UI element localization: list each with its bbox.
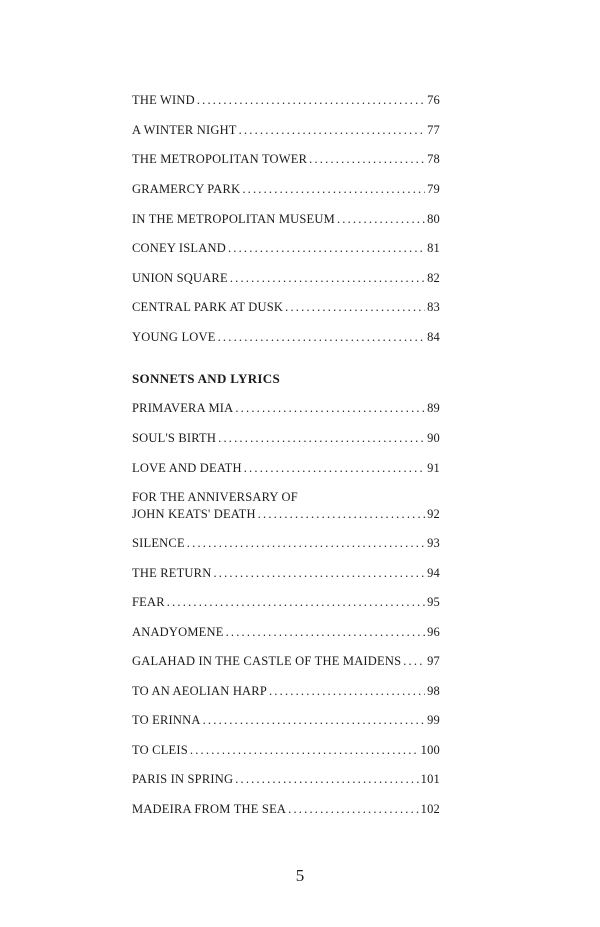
toc-entry-title: YOUNG LOVE <box>132 330 216 344</box>
toc-entry[interactable] <box>132 240 440 257</box>
dot-leader <box>235 400 425 417</box>
toc-entry-title: TO AN AEOLIAN HARP <box>132 684 267 698</box>
dot-leader <box>226 624 426 641</box>
toc-entry[interactable] <box>132 151 440 168</box>
toc-entry[interactable] <box>132 624 440 641</box>
toc-entry-page: 76 <box>427 93 440 107</box>
toc-entry-page: 81 <box>427 241 440 255</box>
toc-entry-page: 82 <box>427 271 440 285</box>
toc-entry-title: GALAHAD IN THE CASTLE OF THE MAIDENS <box>132 654 402 668</box>
toc-entry-title: CENTRAL PARK AT DUSK <box>132 300 284 314</box>
toc-entry-title: SILENCE <box>132 536 185 550</box>
toc-entry[interactable] <box>132 712 440 729</box>
toc-entry-page: 84 <box>427 330 440 344</box>
toc-entry-page: 78 <box>427 152 440 166</box>
toc-entry[interactable] <box>132 801 440 818</box>
toc-entry[interactable] <box>132 460 440 477</box>
toc-entry-page: 90 <box>427 431 440 445</box>
toc-entry-title: GRAMERCY PARK <box>132 182 241 196</box>
dot-leader <box>244 460 425 477</box>
dot-leader <box>285 299 425 316</box>
dot-leader <box>203 712 426 729</box>
toc-entry[interactable] <box>132 181 440 198</box>
toc-entry[interactable] <box>132 430 440 447</box>
toc-entry-title: PRIMAVERA MIA <box>132 401 234 415</box>
toc-entry[interactable] <box>132 683 440 700</box>
toc-entry-title: JOHN KEATS' DEATH <box>132 507 256 521</box>
toc-entry[interactable] <box>132 329 440 346</box>
dot-leader <box>213 565 425 582</box>
toc-entry-page: 98 <box>427 684 440 698</box>
toc-entry[interactable] <box>132 270 440 287</box>
toc-entry-title: UNION SQUARE <box>132 271 228 285</box>
toc-entry-title: CONEY ISLAND <box>132 241 226 255</box>
toc-entry[interactable] <box>132 653 440 670</box>
dot-leader <box>269 683 425 700</box>
toc-entry-page: 94 <box>427 566 440 580</box>
page-number: 5 <box>295 866 305 885</box>
toc-entry-title-line1: FOR THE ANNIVERSARY OF <box>132 490 298 504</box>
toc-entry[interactable] <box>132 122 440 139</box>
toc-entry-page: 80 <box>427 212 440 226</box>
toc-entry-title: MADEIRA FROM THE SEA <box>132 802 287 816</box>
toc-entry-page: 79 <box>427 182 440 196</box>
dot-leader <box>218 430 425 447</box>
toc-entry-page: 97 <box>427 654 440 668</box>
dot-leader <box>337 211 425 228</box>
toc-entry-page: 99 <box>427 713 440 727</box>
toc-entry-title: TO CLEIS <box>132 743 188 757</box>
toc-entry-page: 92 <box>427 507 440 521</box>
toc-entry[interactable] <box>132 211 440 228</box>
dot-leader <box>187 535 425 552</box>
toc-entry[interactable] <box>132 594 440 611</box>
section-heading: SONNETS AND LYRICS <box>132 371 280 386</box>
dot-leader <box>190 742 419 759</box>
toc-entry-page: 89 <box>427 401 440 415</box>
toc-entry[interactable] <box>132 299 440 316</box>
toc-entry-page: 77 <box>427 123 440 137</box>
toc-entry-page: 95 <box>427 595 440 609</box>
toc-entry-title: THE WIND <box>132 93 195 107</box>
dot-leader <box>239 122 425 139</box>
toc-entry-title: PARIS IN SPRING <box>132 772 234 786</box>
toc-entry-title: THE RETURN <box>132 566 212 580</box>
dot-leader <box>258 506 425 523</box>
dot-leader <box>197 92 425 109</box>
toc-entry[interactable] <box>132 92 440 109</box>
toc-entry-two-line[interactable] <box>132 489 440 523</box>
dot-leader <box>403 653 425 670</box>
toc-entry[interactable] <box>132 742 440 759</box>
dot-leader <box>230 270 425 287</box>
toc-entry[interactable] <box>132 565 440 582</box>
toc-entry[interactable] <box>132 400 440 417</box>
dot-leader <box>288 801 419 818</box>
toc-entry-page: 93 <box>427 536 440 550</box>
dot-leader <box>218 329 426 346</box>
toc-entry-title: LOVE AND DEATH <box>132 461 242 475</box>
toc-entry-title: IN THE METROPOLITAN MUSEUM <box>132 212 335 226</box>
toc-entry-page: 96 <box>427 625 440 639</box>
dot-leader <box>167 594 425 611</box>
toc-entry-title: A WINTER NIGHT <box>132 123 237 137</box>
toc-entry-page: 83 <box>427 300 440 314</box>
toc-entry-title: FEAR <box>132 595 165 609</box>
toc-entry-page: 101 <box>420 772 440 786</box>
dot-leader <box>309 151 425 168</box>
toc-entry-title: ANADYOMENE <box>132 625 224 639</box>
toc-entry-page: 102 <box>420 802 440 816</box>
dot-leader <box>242 181 425 198</box>
toc-entry[interactable] <box>132 771 440 788</box>
toc-entry-title: THE METROPOLITAN TOWER <box>132 152 308 166</box>
toc-entry-page: 100 <box>420 743 440 757</box>
toc-entry-title: TO ERINNA <box>132 713 201 727</box>
dot-leader <box>235 771 418 788</box>
toc-entry[interactable] <box>132 535 440 552</box>
dot-leader <box>228 240 425 257</box>
toc-entry-page: 91 <box>427 461 440 475</box>
toc-entry-title: SOUL'S BIRTH <box>132 431 217 445</box>
